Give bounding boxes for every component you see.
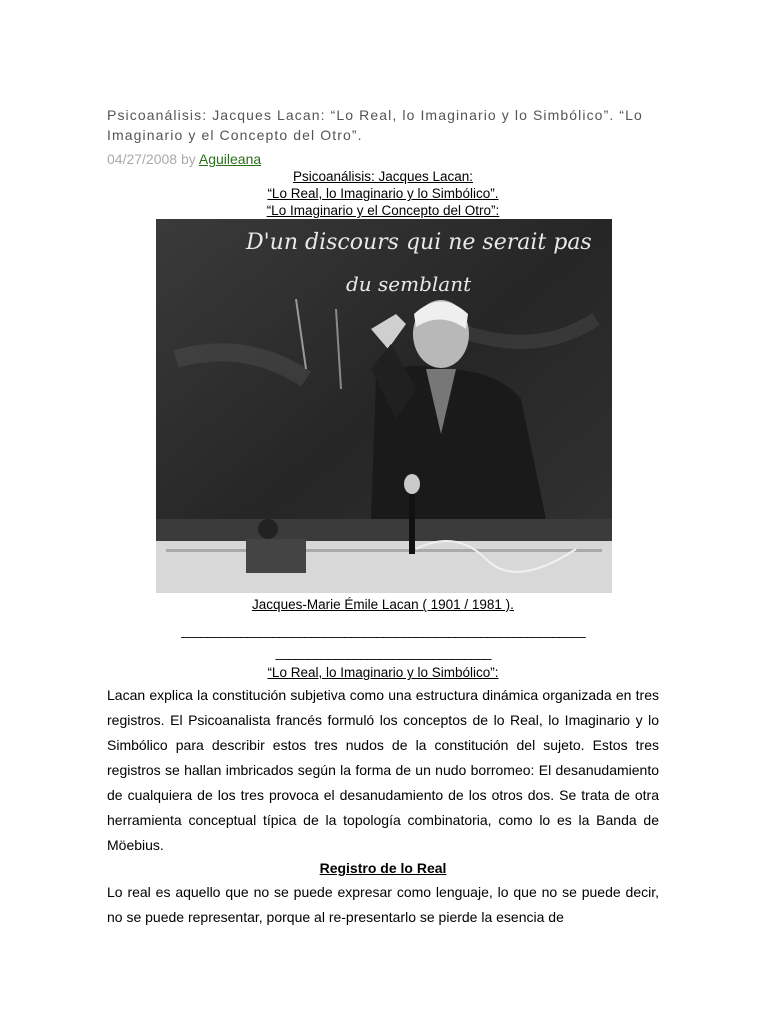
- post-date: 04/27/2008: [107, 151, 178, 167]
- section-subtitle: “Lo Real, lo Imaginario y lo Simbólico”:: [267, 665, 499, 680]
- lacan-photo: [156, 219, 612, 593]
- photo-caption: Jacques-Marie Émile Lacan ( 1901 / 1981 ).: [252, 597, 514, 612]
- divider-line-1: ______________________________________________________________: [181, 623, 585, 638]
- paragraph-intro: Lacan explica la constitución subjetiva como una estructura dinámica organizada en tres registros. El Psicoanalista francés formuló los conceptos de lo Real, lo Imaginario y lo Simbólico para describir estos tres nudos de la constitución del sujeto. Estos tres registros se hallan imbricados según la forma de un nudo borromeo: El desanudamiento de cualquiera de los tres provoca el desanudamiento de los otros dos. Se trata de otra herramienta conceptual típica de la topología combinatoria, como lo es la Banda de Möebius.: [107, 687, 659, 853]
- chalk-writing-2: du semblant: [346, 272, 472, 296]
- lacan-photo-image: [156, 219, 612, 593]
- author-link[interactable]: Aguileana: [198, 151, 262, 167]
- paragraph-real: Lo real es aquello que no se puede expresar como lenguaje, lo que no se puede decir, no se puede representar, porque al re-presentarlo se pierde la esencia de: [107, 884, 659, 925]
- post-title: Psicoanálisis: Jacques Lacan: “Lo Real, lo Imaginario y lo Simbólico”. “Lo Imaginario y el Concepto del Otro”.: [107, 107, 643, 143]
- header-line-2: “Lo Real, lo Imaginario y lo Simbólico”.: [267, 186, 499, 201]
- post-by: by: [180, 151, 196, 167]
- divider-line-2: _________________________________: [275, 645, 491, 660]
- header-line-1: Psicoanálisis: Jacques Lacan:: [292, 169, 474, 184]
- header-line-3: “Lo Imaginario y el Concepto del Otro”:: [266, 203, 500, 218]
- post-meta: [107, 150, 261, 168]
- chalk-writing-1: D'un discours qui ne serait pas: [246, 230, 592, 255]
- section-heading-real: Registro de lo Real: [319, 860, 447, 876]
